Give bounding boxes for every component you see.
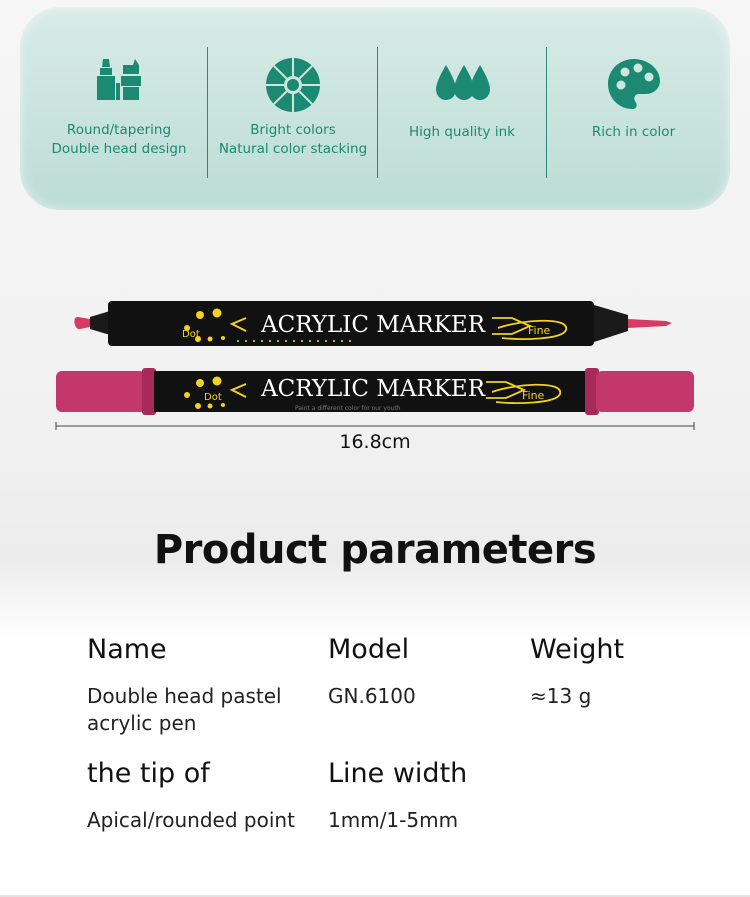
line-width-value: 1mm/1-5mm — [328, 808, 459, 832]
feature-label: Bright colors Natural color stacking — [218, 122, 368, 157]
weight-label: Weight — [530, 634, 625, 665]
line-width-label: Line width — [328, 758, 468, 789]
feature-ink — [378, 7, 546, 210]
weight-value: ≈13 g — [530, 684, 592, 708]
tagline: Paint a different color for our youth — [295, 405, 401, 412]
model-value: GN.6100 — [328, 684, 416, 708]
ink-drops-icon — [432, 55, 492, 115]
model-label: Model — [328, 634, 410, 665]
tip-label: the tip of — [87, 758, 210, 789]
feature-label: High quality ink — [409, 124, 515, 140]
brand-text: ACRYLIC MARKER — [261, 312, 486, 338]
feature-bright-colors — [208, 7, 378, 210]
name-value: Double head pastel acrylic pen — [87, 684, 282, 735]
uncapped-marker — [74, 301, 672, 346]
fine-label: Fine — [528, 324, 551, 337]
color-wheel-icon — [263, 55, 323, 115]
brand-text: ACRYLIC MARKER — [261, 376, 486, 402]
name-label: Name — [87, 634, 167, 665]
fine-label: Fine — [522, 389, 545, 402]
feature-label: Round/tapering Double head design — [51, 122, 187, 157]
dot-label: Dot — [204, 392, 222, 403]
marker-tips-icon — [89, 55, 149, 115]
dot-label: Dot — [182, 329, 200, 340]
feature-bar — [20, 7, 730, 210]
marker-pens-illustration — [50, 290, 710, 430]
feature-double-head — [30, 7, 208, 210]
tip-value: Apical/rounded point — [87, 808, 295, 832]
palette-icon — [604, 55, 664, 115]
length-label: 16.8cm — [339, 431, 411, 453]
feature-rich-color — [547, 7, 720, 210]
feature-label: Rich in color — [591, 124, 676, 140]
section-title: Product parameters — [153, 527, 597, 573]
capped-marker — [56, 368, 694, 415]
